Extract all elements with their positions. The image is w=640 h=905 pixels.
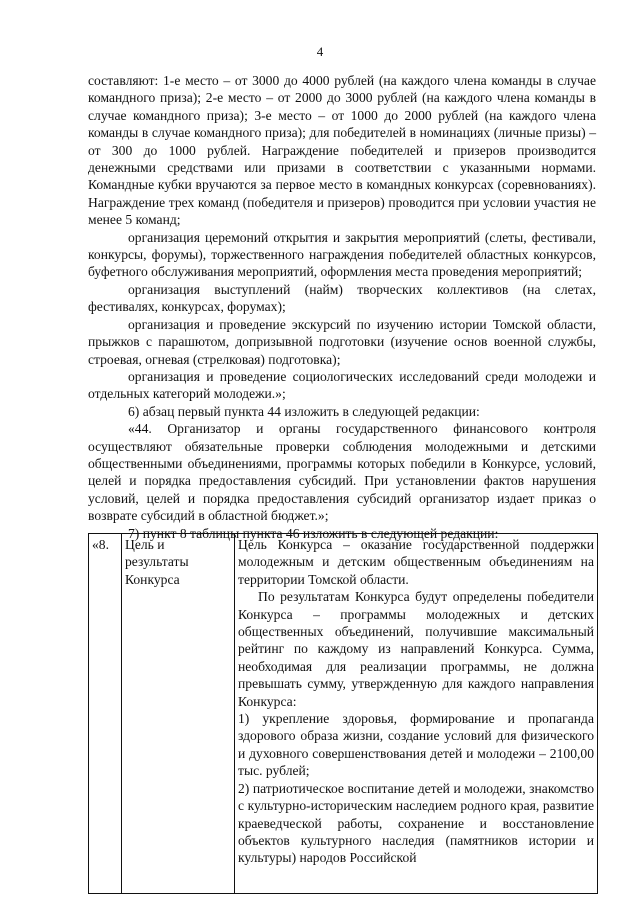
table-paragraph-direction-1: 1) укрепление здоровья, формирование и пропаганда здорового образа жизни, создание условий для физического и духовного совершенствования детей и молодежи – 2100,00 тыс. рублей;: [238, 711, 594, 779]
paragraph-point-44: «44. Организатор и органы государственного финансового контроля осуществляют обязательные проверки соблюдения молодежными и детскими общественными объединениями, программы которых победили в Конкурсе, условий, целей и порядка предоставления субсидий. При установлении фактов нарушения условий, целей и порядка предоставления субсидий организатор издает приказ о возврате субсидий в областной бюджет.»;: [88, 421, 596, 524]
paragraph-prizes: составляют: 1-е место – от 3000 до 4000 рублей (на каждого члена команды в случае командного приза); 2-е место – от 2000 до 3000 рублей (на каждого члена команды в случае командного приза); 3-е место – от 1000 до 2000 рублей (на каждого члена команды в случае командного приза); для победителей в номинациях (личные призы) – от 300 до 1000 рублей. Награждение победителей и призеров производится денежными средствами или призами в соответствии с указанными нормами. Командные кубки вручаются за первое место в командных конкурсах (соревнованиях). Награждение трех команд (победителя и призеров) проводится при условии участия не менее 5 команд;: [88, 73, 596, 228]
paragraph-excursions: организация и проведение экскурсий по изучению истории Томской области, прыжков с парашютом, допризывной подготовки (изучение основ военной службы, строевая, огневая (стрелковая) подготовка);: [88, 316, 596, 367]
page-number: 4: [316, 44, 324, 59]
amendment-table: [88, 533, 598, 894]
paragraph-amendment-6: 6) абзац первый пункта 44 изложить в следующей редакции:: [128, 403, 480, 419]
table-cell-number: «8.: [89, 534, 122, 894]
table-row: [89, 534, 598, 894]
paragraph-ceremonies: организация церемоний открытия и закрытия мероприятий (слеты, фестивали, конкурсы, форумы), торжественного награждения победителей областных конкурсов, буфетного обслуживания мероприятий, оформления места проведения мероприятий;: [88, 229, 596, 280]
table-cell-label: Цель и результаты Конкурса: [122, 534, 235, 894]
table-paragraph-goal: Цель Конкурса – оказание государственной поддержки молодежным и детским общественным объединениям на территории Томской области.: [238, 537, 594, 587]
table-cell-content: [235, 534, 598, 894]
paragraph-research: организация и проведение социологических исследований среди молодежи и отдельных категорий молодежи.»;: [88, 368, 596, 402]
paragraph-performances: организация выступлений (найм) творческих коллективов (на слетах, фестивалях, конкурсах, форумах);: [88, 281, 596, 315]
table-paragraph-direction-2: 2) патриотическое воспитание детей и молодежи, знакомство с культурно-историческим наследием родного края, развитие краеведческой работы, сохранение и восстановление объектов культурного наследия (памятников истории и культуры) народов Российской: [238, 780, 594, 866]
document-body: [88, 72, 596, 542]
table-paragraph-results: По результатам Конкурса будут определены победители Конкурса – программы молодежных и детских общественных объединений, получившие максимальный рейтинг по каждому из направлений Конкурса. Сумма, необходимая для реализации программы, не должна превышать сумму, утвержденную для каждого направления Конкурса:: [238, 589, 594, 709]
paragraph-amendment-7: 7) пункт 8 таблицы пункта 46 изложить в следующей редакции:: [128, 525, 499, 541]
